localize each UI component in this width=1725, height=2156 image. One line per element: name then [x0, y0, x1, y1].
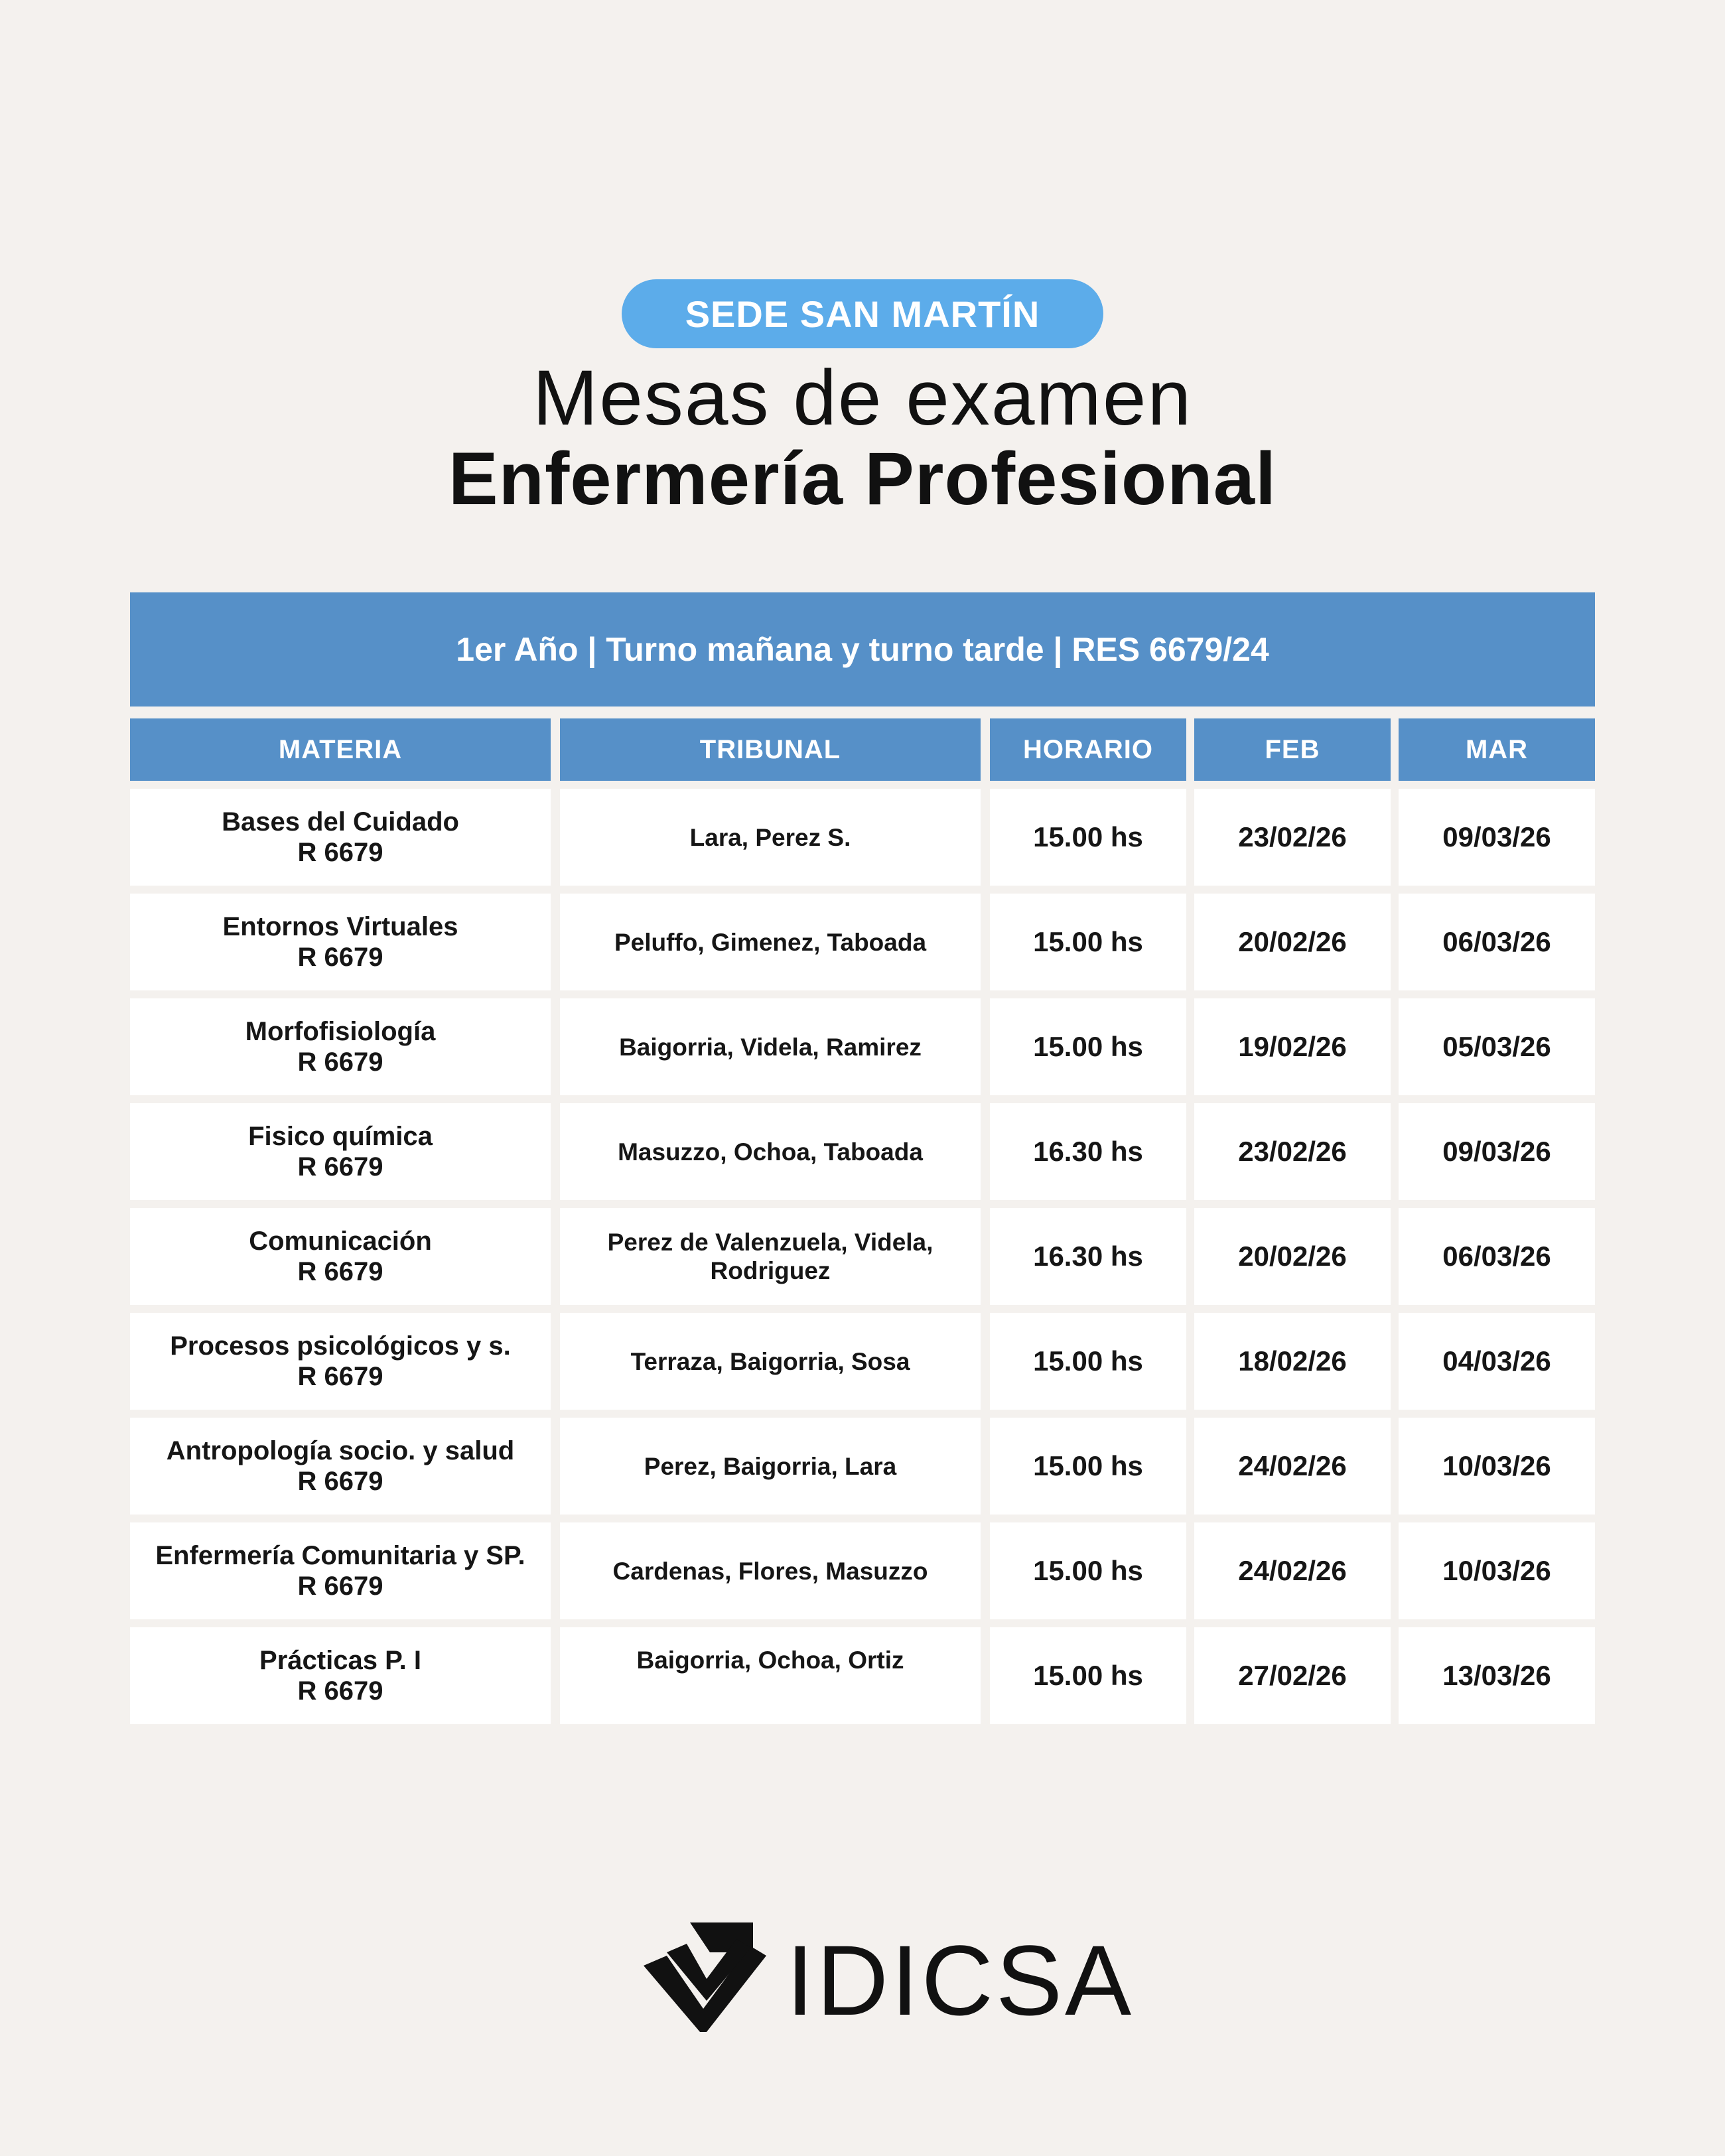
cell-feb: 23/02/26: [1194, 789, 1391, 886]
table-row: [130, 1418, 1595, 1515]
table-row: [130, 894, 1595, 990]
cell-materia: [130, 1208, 551, 1305]
cell-mar: 06/03/26: [1399, 1208, 1595, 1305]
cell-mar: 09/03/26: [1399, 789, 1595, 886]
cell-horario: 15.00 hs: [990, 789, 1186, 886]
materia-resolucion: R 6679: [297, 1047, 383, 1077]
materia-resolucion: R 6679: [297, 1572, 383, 1601]
tribunal-line1: Baigorria, Ochoa, Ortiz: [636, 1647, 904, 1674]
materia-resolucion: R 6679: [297, 1257, 383, 1286]
table-row: [130, 1103, 1595, 1200]
cell-horario: 15.00 hs: [990, 1313, 1186, 1410]
cell-materia: [130, 789, 551, 886]
cell-mar: 06/03/26: [1399, 894, 1595, 990]
materia-name: Procesos psicológicos y s.: [170, 1331, 511, 1361]
cell-materia: [130, 1627, 551, 1724]
materia-name: Bases del Cuidado: [222, 807, 459, 837]
header-feb: FEB: [1194, 718, 1391, 781]
tribunal-line1: Lara, Perez S.: [689, 823, 851, 851]
cell-mar: 10/03/26: [1399, 1418, 1595, 1515]
cell-feb: 19/02/26: [1194, 998, 1391, 1095]
table-row: [130, 998, 1595, 1095]
cell-tribunal: [560, 1522, 981, 1619]
table-row: [130, 1522, 1595, 1619]
materia-resolucion: R 6679: [297, 838, 383, 867]
materia-resolucion: R 6679: [297, 1152, 383, 1181]
cell-tribunal: [560, 1418, 981, 1515]
cell-feb: 27/02/26: [1194, 1627, 1391, 1724]
table-banner: 1er Año | Turno mañana y turno tarde | RES 6679/24: [130, 592, 1595, 707]
cell-materia: [130, 1103, 551, 1200]
sede-badge: SEDE SAN MARTÍN: [622, 279, 1103, 348]
logo-wordmark: IDICSA: [786, 1924, 1135, 2036]
cell-feb: 18/02/26: [1194, 1313, 1391, 1410]
page-title-line2: Enfermería Profesional: [448, 437, 1277, 520]
header-mar: MAR: [1399, 718, 1595, 781]
cell-materia: [130, 1522, 551, 1619]
idicsa-logo: [637, 1916, 1135, 2049]
materia-name: Prácticas P. I: [259, 1646, 421, 1675]
cell-mar: 04/03/26: [1399, 1313, 1595, 1410]
materia-name: Entornos Virtuales: [222, 912, 458, 941]
header-horario: HORARIO: [990, 718, 1186, 781]
cell-tribunal: [560, 1208, 981, 1305]
materia-name: Antropología socio. y salud: [166, 1436, 515, 1465]
tribunal-line1: Perez, Baigorria, Lara: [644, 1452, 897, 1480]
table-row: [130, 789, 1595, 886]
cell-materia: [130, 1418, 551, 1515]
cell-horario: 15.00 hs: [990, 1627, 1186, 1724]
cell-mar: 13/03/26: [1399, 1627, 1595, 1724]
materia-name: Enfermería Comunitaria y SP.: [155, 1541, 525, 1570]
table-row: [130, 1313, 1595, 1410]
tribunal-line1: Masuzzo, Ochoa, Taboada: [618, 1138, 923, 1166]
cell-horario: 16.30 hs: [990, 1208, 1186, 1305]
tribunal-line1: Peluffo, Gimenez, Taboada: [614, 928, 927, 956]
cell-tribunal: [560, 1313, 981, 1410]
materia-resolucion: R 6679: [297, 1362, 383, 1391]
cell-mar: 09/03/26: [1399, 1103, 1595, 1200]
cell-mar: 10/03/26: [1399, 1522, 1595, 1619]
cell-horario: 15.00 hs: [990, 998, 1186, 1095]
cell-materia: [130, 894, 551, 990]
cell-materia: [130, 1313, 551, 1410]
cell-horario: 15.00 hs: [990, 894, 1186, 990]
materia-resolucion: R 6679: [297, 1467, 383, 1496]
materia-resolucion: R 6679: [297, 1676, 383, 1706]
cell-horario: 16.30 hs: [990, 1103, 1186, 1200]
tribunal-line1: Terraza, Baigorria, Sosa: [630, 1347, 910, 1375]
table-row: [130, 1627, 1595, 1724]
cell-materia: [130, 998, 551, 1095]
idicsa-chevron-icon: [637, 1916, 770, 2042]
cell-tribunal: [560, 998, 981, 1095]
cell-horario: 15.00 hs: [990, 1522, 1186, 1619]
table-header-row: [130, 718, 1595, 781]
cell-tribunal: [560, 894, 981, 990]
cell-feb: 23/02/26: [1194, 1103, 1391, 1200]
materia-name: Morfofisiología: [245, 1017, 436, 1046]
cell-feb: 24/02/26: [1194, 1522, 1391, 1619]
cell-tribunal: [560, 1627, 981, 1724]
cell-horario: 15.00 hs: [990, 1418, 1186, 1515]
header-materia: MATERIA: [130, 718, 551, 781]
header-tribunal: TRIBUNAL: [560, 718, 981, 781]
page-title-line1: Mesas de examen: [532, 354, 1193, 442]
cell-tribunal: [560, 1103, 981, 1200]
cell-feb: 20/02/26: [1194, 1208, 1391, 1305]
table-row: [130, 1208, 1595, 1305]
tribunal-line1: Baigorria, Videla, Ramirez: [619, 1033, 922, 1061]
tribunal-line1: Cardenas, Flores, Masuzzo: [612, 1557, 928, 1585]
materia-name: Fisico química: [248, 1122, 433, 1151]
cell-feb: 20/02/26: [1194, 894, 1391, 990]
materia-resolucion: R 6679: [297, 943, 383, 972]
cell-tribunal: [560, 789, 981, 886]
cell-mar: 05/03/26: [1399, 998, 1595, 1095]
tribunal-line2: Rodriguez: [710, 1257, 831, 1284]
tribunal-line1: Perez de Valenzuela, Videla,: [607, 1229, 933, 1256]
materia-name: Comunicación: [249, 1227, 432, 1256]
cell-feb: 24/02/26: [1194, 1418, 1391, 1515]
